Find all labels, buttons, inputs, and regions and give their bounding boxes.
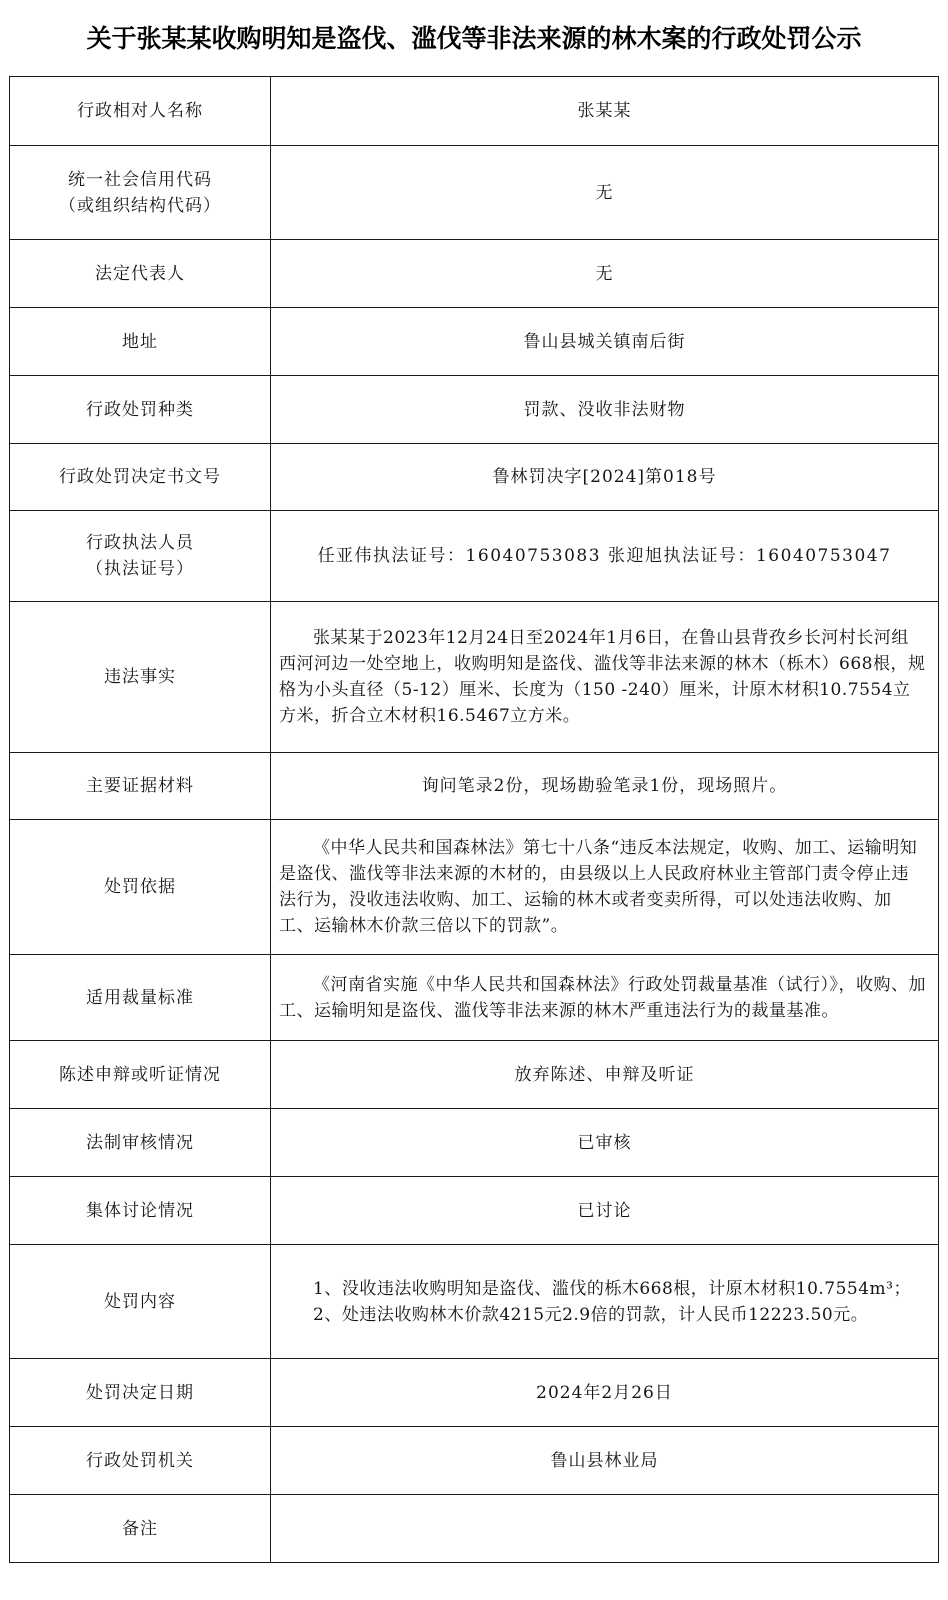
table-row: [10, 955, 939, 1041]
row-label-hearing-status: 陈述申辩或听证情况: [10, 1041, 271, 1109]
table-row: [10, 1109, 939, 1177]
row-label-discretion-standard: 适用裁量标准: [10, 955, 271, 1041]
row-label-legal-basis: 处罚依据: [10, 820, 271, 955]
row-value-legal-review: 已审核: [271, 1109, 939, 1177]
row-value-evidence: 询问笔录2份，现场勘验笔录1份，现场照片。: [271, 753, 939, 820]
paragraph: 1、没收违法收购明知是盗伐、滥伐的栎木668根，计原木材积10.7554m³；: [313, 1278, 911, 1299]
row-value-decision-date: 2024年2月26日: [271, 1359, 939, 1427]
row-value-decision-number: 鲁林罚决字[2024]第018号: [271, 444, 939, 511]
row-label-violation-facts: 违法事实: [10, 602, 271, 753]
table-row: [10, 1041, 939, 1109]
row-value-address: 鲁山县城关镇南后街: [271, 308, 939, 376]
table-row: [10, 1495, 939, 1563]
row-label-credit-code: [10, 146, 271, 240]
row-value-penalty-authority: 鲁山县林业局: [271, 1427, 939, 1495]
row-value-party-name: 张某某: [271, 77, 939, 146]
row-label-legal-review: 法制审核情况: [10, 1109, 271, 1177]
table-row: [10, 77, 939, 146]
row-value-legal-representative: 无: [271, 240, 939, 308]
row-value-legal-basis: [271, 820, 939, 955]
table-row: [10, 1427, 939, 1495]
paragraph: 张某某于2023年12月24日至2024年1月6日，在鲁山县背孜乡长河村长河组西河河边一处空地上，收购明知是盗伐、滥伐等非法来源的林木（栎木）668根，规格为小头直径（5-12）厘米、长度为（150 -240）厘米，计原木材积10.7554立方米，折合立木材积16.5467立方米。: [279, 628, 926, 726]
row-value-penalty-content: [271, 1245, 939, 1359]
table-row: [10, 308, 939, 376]
paragraph: 《河南省实施《中华人民共和国森林法》行政处罚裁量基准（试行）》，收购、加工、运输明知是盗伐、滥伐等非法来源的林木严重违法行为的裁量基准。: [279, 974, 926, 1021]
label-line: 行政执法人员: [86, 533, 194, 553]
row-label-decision-number: 行政处罚决定书文号: [10, 444, 271, 511]
label-line: （执法证号）: [86, 559, 194, 579]
row-value-violation-facts: [271, 602, 939, 753]
row-label-penalty-type: 行政处罚种类: [10, 376, 271, 444]
row-value-credit-code: 无: [271, 146, 939, 240]
row-label-legal-representative: 法定代表人: [10, 240, 271, 308]
row-value-collective-discussion: 已讨论: [271, 1177, 939, 1245]
label-line: 统一社会信用代码: [68, 169, 212, 190]
row-label-decision-date: 处罚决定日期: [10, 1359, 271, 1427]
table-row: [10, 1359, 939, 1427]
table-row: [10, 444, 939, 511]
label-line: （或组织结构代码）: [59, 195, 221, 216]
row-label-remarks: 备注: [10, 1495, 271, 1563]
table-row: [10, 820, 939, 955]
row-value-remarks: [271, 1495, 939, 1563]
table-row: [10, 1245, 939, 1359]
row-value-penalty-type: 罚款、没收非法财物: [271, 376, 939, 444]
table-row: [10, 1177, 939, 1245]
document-title: 关于张某某收购明知是盗伐、滥伐等非法来源的林木案的行政处罚公示: [86, 24, 862, 53]
row-label-penalty-content: 处罚内容: [10, 1245, 271, 1359]
table-row: [10, 240, 939, 308]
row-value-hearing-status: 放弃陈述、申辩及听证: [271, 1041, 939, 1109]
paragraph: 《中华人民共和国森林法》第七十八条“违反本法规定，收购、加工、运输明知是盗伐、滥伐等非法来源的木材的，由县级以上人民政府林业主管部门责令停止违法行为，没收违法收购、加工、运输的林木或者变卖所得，可以处违法收购、加工、运输林木价款三倍以下的罚款”。: [279, 838, 918, 936]
table-row: [10, 511, 939, 602]
paragraph: 2、处违法收购林木价款4215元2.9倍的罚款，计人民币12223.50元。: [313, 1304, 869, 1325]
penalty-info-table: [9, 76, 939, 1563]
row-value-enforcement-officers: 任亚伟执法证号：16040753083 张迎旭执法证号：16040753047: [271, 511, 939, 602]
row-label-address: 地址: [10, 308, 271, 376]
row-label-enforcement-officers: [10, 511, 271, 602]
table-row: [10, 753, 939, 820]
table-row: [10, 602, 939, 753]
table-row: [10, 146, 939, 240]
row-label-party-name: 行政相对人名称: [10, 77, 271, 146]
row-value-discretion-standard: [271, 955, 939, 1041]
row-label-evidence: 主要证据材料: [10, 753, 271, 820]
row-label-penalty-authority: 行政处罚机关: [10, 1427, 271, 1495]
row-label-collective-discussion: 集体讨论情况: [10, 1177, 271, 1245]
table-row: [10, 376, 939, 444]
